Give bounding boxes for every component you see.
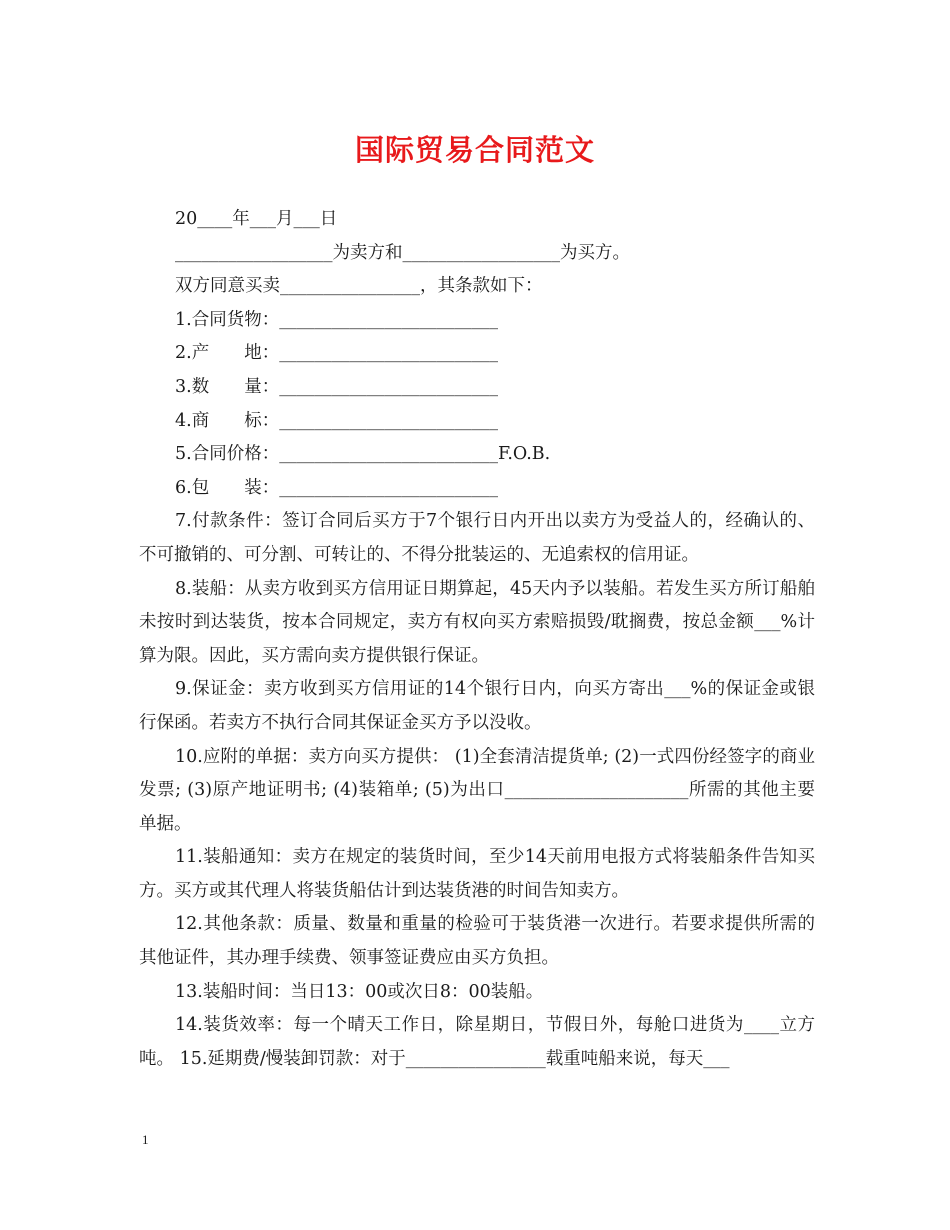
agreement-line: 双方同意买卖________________，其条款如下：: [175, 276, 543, 297]
document-title: 国际贸易合同范文: [354, 133, 595, 167]
clause-brand: 4.商 标：_________________________: [175, 410, 498, 431]
parties-line: __________________为卖方和__________________为买方。: [175, 242, 630, 263]
clause-shipment: 8.装船：从卖方收到买方信用证日期算起，45天内予以装船。若发生买方所订船舶未按时到达装货，按本合同规定，卖方有权向买方索赔损毁/耽搁费，按总金额___%计算为限。因此，买方需向卖方提供银行保证。: [139, 578, 815, 666]
clause-loading-time: 13.装船时间：当日13：00或次日8：00装船。: [175, 981, 544, 1002]
clause-other-terms: 12.其他条款：质量、数量和重量的检验可于装货港一次进行。若要求提供所需的其他证件，其办理手续费、领事签证费应由买方负担。: [139, 914, 815, 969]
clause-origin: 2.产 地：_________________________: [175, 343, 498, 364]
clause-goods: 1.合同货物：_________________________: [175, 309, 498, 330]
page-number: 1: [142, 1132, 149, 1147]
contract-body: [139, 203, 815, 1076]
clause-price: 5.合同价格：_________________________F.O.B.: [175, 444, 551, 465]
clause-loading-rate: 14.装货效率：每一个晴天工作日，除星期日，节假日外，每舱口进货为____立方吨。 15.延期费/慢装卸罚款：对于________________载重吨船来说，每天___: [139, 1015, 815, 1069]
clause-documents: 10.应附的单据：卖方向买方提供： (1)全套清洁提货单; (2)一式四份经签字的商业发票; (3)原产地证明书; (4)装箱单; (5)为出口_____________________所需的其他主要单据。: [139, 746, 815, 834]
clause-shipping-notice: 11.装船通知：卖方在规定的装货时间，至少14天前用电报方式将装船条件告知买方。买方或其代理人将装货船估计到达装货港的时间告知卖方。: [139, 847, 815, 901]
clause-packing: 6.包 装：_________________________: [175, 477, 498, 498]
clause-deposit: 9.保证金：卖方收到买方信用证的14个银行日内，向买方寄出___%的保证金或银行保函。若卖方不执行合同其保证金买方予以没收。: [139, 679, 815, 733]
date-line: 20____年___月___日: [175, 209, 338, 229]
clause-quantity: 3.数 量：_________________________: [175, 376, 498, 397]
clause-payment: 7.付款条件：签订合同后买方于7个银行日内开出以卖方为受益人的，经确认的、不可撤销的、可分割、可转让的、不得分批装运的、无追索权的信用证。: [139, 511, 815, 565]
